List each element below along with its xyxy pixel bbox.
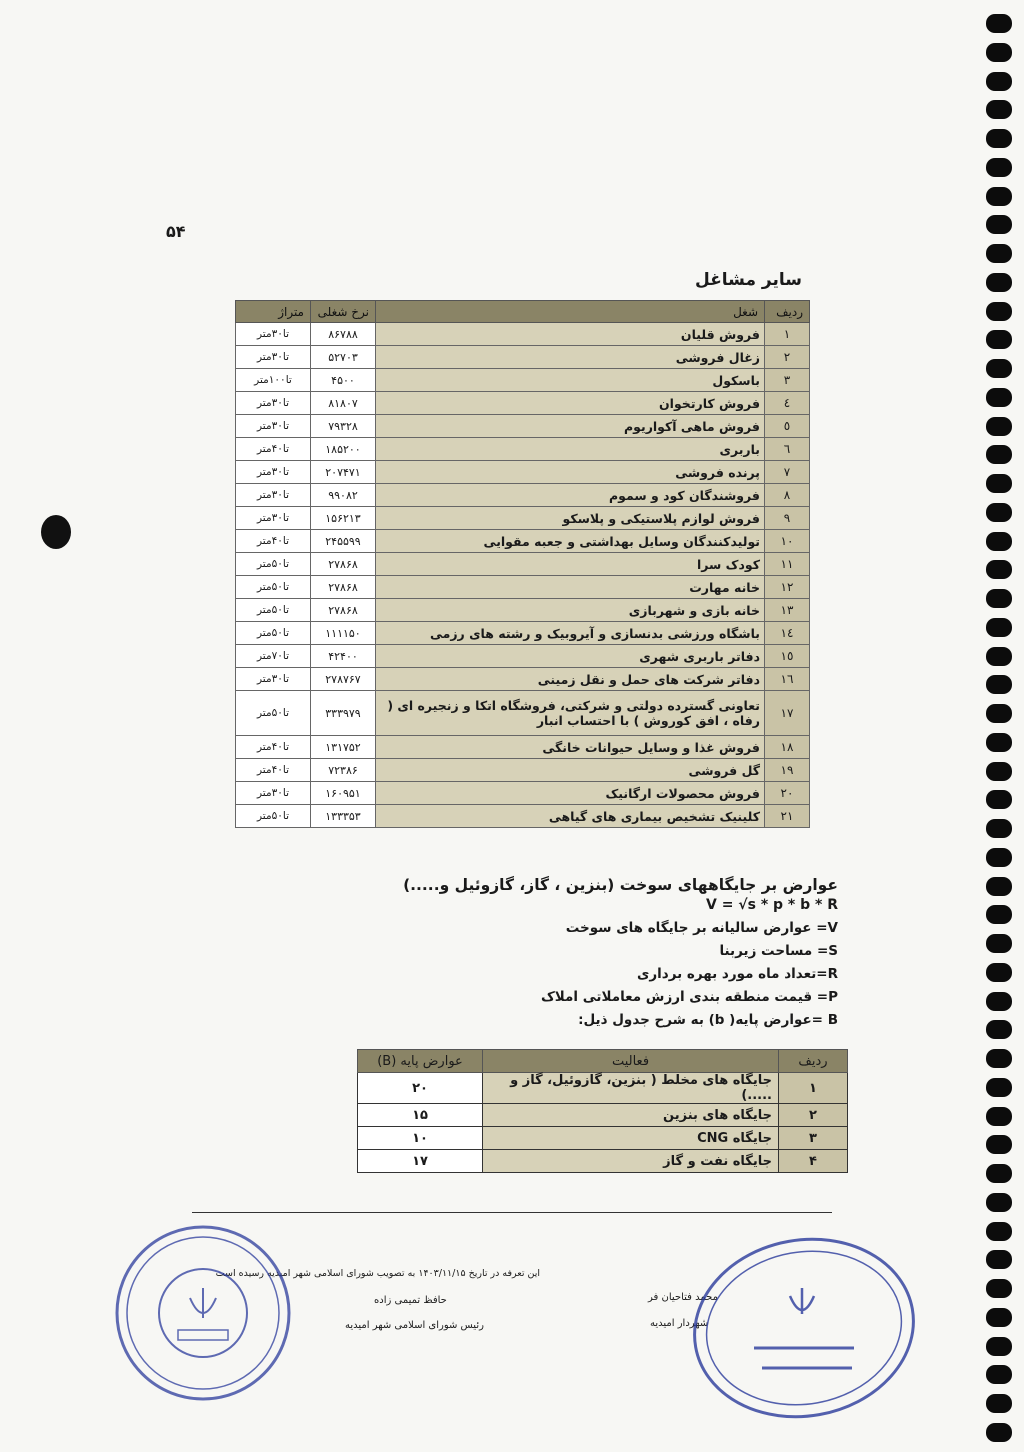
row-number: ۱ [779, 1073, 848, 1104]
definition-s: S= مساحت زیربنا [719, 943, 838, 959]
job-area: تا۵۰متر [236, 805, 311, 828]
table-row [236, 530, 810, 553]
job-area: تا۳۰متر [236, 346, 311, 369]
job-name: باشگاه ورزشی بدنسازی و آیروبیک و رشته های رزمی [376, 622, 765, 645]
header-row: ردیف [765, 301, 810, 323]
job-area: تا۵۰متر [236, 599, 311, 622]
definition-b: B =عوارض پایه( b) به شرح جدول ذیل: [578, 1012, 838, 1028]
definition-v: V= عوارض سالیانه بر جایگاه های سوخت [565, 920, 838, 936]
page-number: ۵۴ [166, 222, 186, 241]
binding-hole [986, 704, 1012, 723]
binding-hole [986, 129, 1012, 148]
job-area: تا۴۰متر [236, 759, 311, 782]
binding-hole [986, 905, 1012, 924]
row-number: ١٦ [765, 668, 810, 691]
row-number: ۲ [765, 346, 810, 369]
binding-hole [986, 1365, 1012, 1384]
row-number: ۴ [779, 1150, 848, 1173]
spiral-binding [982, 14, 1016, 1452]
binding-hole [986, 273, 1012, 292]
binding-hole [986, 244, 1012, 263]
job-name: تعاونی گسترده دولتی و شرکتی، فروشگاه اتکا و زنجیره ای ( رفاه ، افق کوروش ) با احتساب انبار [376, 691, 765, 736]
binding-hole [986, 877, 1012, 896]
binding-hole [986, 359, 1012, 378]
council-stamp [108, 1218, 298, 1408]
municipality-stamp [684, 1228, 924, 1428]
binding-hole [986, 330, 1012, 349]
row-number: ۱۹ [765, 759, 810, 782]
header-rate: نرخ شغلی [311, 301, 376, 323]
binding-hole [986, 100, 1012, 119]
binding-hole [986, 532, 1012, 551]
job-rate: ۴۵۰۰ [311, 369, 376, 392]
table-row [236, 392, 810, 415]
binding-hole [986, 675, 1012, 694]
job-area: تا۴۰متر [236, 736, 311, 759]
table-row [236, 438, 810, 461]
binding-hole [986, 1135, 1012, 1154]
row-number: ۱۱ [765, 553, 810, 576]
activity-name: جایگاه CNG [483, 1127, 779, 1150]
base-table-header [358, 1050, 848, 1073]
binding-hole [986, 560, 1012, 579]
fuel-title: عوارض بر جایگاههای سوخت (بنزین ، گاز، گازوئیل و.....) [403, 876, 838, 894]
binding-hole [986, 72, 1012, 91]
job-name: فروش غذا و وسایل حیوانات خانگی [376, 736, 765, 759]
row-number: ٥ [765, 415, 810, 438]
binding-hole [986, 1078, 1012, 1097]
job-name: فروش کارتخوان [376, 392, 765, 415]
base-header-activity: فعالیت [483, 1050, 779, 1073]
row-number: ۹ [765, 507, 810, 530]
row-number: ۲ [779, 1104, 848, 1127]
job-name: کودک سرا [376, 553, 765, 576]
row-number: ۱۳ [765, 599, 810, 622]
table-row [236, 553, 810, 576]
job-rate: ۵۲۷۰۳ [311, 346, 376, 369]
fuel-formula: V = √s * p * b * R [705, 897, 838, 913]
table-row [358, 1104, 848, 1127]
approval-note: این تعرفه در تاریخ ۱۴۰۳/۱۱/۱۵ به تصویب شورای اسلامی شهر امیدیه رسیده است [215, 1268, 540, 1279]
job-rate: ۴۲۴۰۰ [311, 645, 376, 668]
job-area: تا۵۰متر [236, 576, 311, 599]
job-area: تا۴۰متر [236, 530, 311, 553]
table-row [358, 1127, 848, 1150]
row-number: ۸ [765, 484, 810, 507]
binding-hole [986, 618, 1012, 637]
fuel-section [378, 876, 838, 1032]
binding-hole [986, 1193, 1012, 1212]
row-number: ۱ [765, 323, 810, 346]
job-area: تا۳۰متر [236, 415, 311, 438]
binding-hole [986, 417, 1012, 436]
job-rate: ۲۷۸۶۸ [311, 599, 376, 622]
job-area: تا۳۰متر [236, 507, 311, 530]
binding-hole [986, 1020, 1012, 1039]
binding-hole [986, 762, 1012, 781]
table-row [236, 622, 810, 645]
row-number: ۲۱ [765, 805, 810, 828]
binding-hole [986, 934, 1012, 953]
table-row [236, 484, 810, 507]
binding-hole [986, 445, 1012, 464]
job-rate: ۳۳۳۹۷۹ [311, 691, 376, 736]
job-name: فروش محصولات ارگانیک [376, 782, 765, 805]
binding-hole [986, 589, 1012, 608]
binding-hole [986, 1250, 1012, 1269]
job-area: تا۳۰متر [236, 782, 311, 805]
table-row [358, 1150, 848, 1173]
job-rate: ۲۷۸۷۶۷ [311, 668, 376, 691]
base-value: ۱۷ [358, 1150, 483, 1173]
binding-hole [986, 215, 1012, 234]
binding-hole [986, 1423, 1012, 1442]
job-rate: ۲۰۷۴۷۱ [311, 461, 376, 484]
row-number: ۷ [765, 461, 810, 484]
binding-hole [986, 1107, 1012, 1126]
job-rate: ۷۹۳۲۸ [311, 415, 376, 438]
footer-divider [192, 1212, 832, 1213]
job-area: تا۵۰متر [236, 622, 311, 645]
job-rate: ۲۴۵۵۹۹ [311, 530, 376, 553]
job-name: فروش لوازم پلاستیکی و پلاسکو [376, 507, 765, 530]
table-row [236, 323, 810, 346]
job-area: تا۵۰متر [236, 553, 311, 576]
table-row [236, 782, 810, 805]
base-header-value: عوارض پایه (B) [358, 1050, 483, 1073]
binding-hole [986, 1394, 1012, 1413]
row-number: ۳ [779, 1127, 848, 1150]
table-row [236, 805, 810, 828]
job-area: تا۵۰متر [236, 691, 311, 736]
row-number: ١٤ [765, 622, 810, 645]
job-name: خانه بازی و شهربازی [376, 599, 765, 622]
binding-hole [986, 1279, 1012, 1298]
row-number: ٤ [765, 392, 810, 415]
binding-hole [986, 1049, 1012, 1068]
binding-hole [986, 14, 1012, 33]
row-number: ۲۰ [765, 782, 810, 805]
job-area: تا۳۰متر [236, 461, 311, 484]
job-rate: ۱۶۰۹۵۱ [311, 782, 376, 805]
section-title: سایر مشاغل [695, 270, 802, 290]
job-name: دفاتر باربری شهری [376, 645, 765, 668]
definition-p: P= قیمت منطقه بندی ارزش معاملاتی املاک [540, 989, 838, 1005]
job-name: تولیدکنندگان وسایل بهداشتی و جعبه مقوایی [376, 530, 765, 553]
row-number: ۱۲ [765, 576, 810, 599]
binding-hole [986, 790, 1012, 809]
table-row [236, 369, 810, 392]
job-rate: ۱۳۳۳۵۳ [311, 805, 376, 828]
jobs-table-header [236, 301, 810, 323]
mayor-title: شهردار امیدیه [650, 1318, 709, 1329]
job-name: کلینیک تشخیص بیماری های گیاهی [376, 805, 765, 828]
binding-hole [986, 503, 1012, 522]
binding-hole [986, 1308, 1012, 1327]
job-area: تا۴۰متر [236, 438, 311, 461]
job-area: تا۳۰متر [236, 668, 311, 691]
table-row [236, 599, 810, 622]
header-job: شغل [376, 301, 765, 323]
table-row [236, 461, 810, 484]
jobs-table [235, 300, 810, 828]
binding-hole [986, 1164, 1012, 1183]
table-row [236, 759, 810, 782]
job-name: فروش ماهی آکواریوم [376, 415, 765, 438]
binding-hole [986, 733, 1012, 752]
table-row [236, 415, 810, 438]
job-area: تا۳۰متر [236, 392, 311, 415]
table-row [236, 576, 810, 599]
activity-name: جایگاه های مخلط ( بنزین، گازوئیل، گاز و .....) [483, 1073, 779, 1104]
mayor-name: محمد فتاحیان فر [648, 1292, 718, 1303]
binding-hole [986, 963, 1012, 982]
binding-hole [986, 1222, 1012, 1241]
council-head-name: حافظ تمیمی زاده [374, 1295, 447, 1306]
job-name: دفاتر شرکت های حمل و نقل زمینی [376, 668, 765, 691]
job-rate: ۲۷۸۶۸ [311, 576, 376, 599]
job-name: فروشندگان کود و سموم [376, 484, 765, 507]
job-rate: ۱۱۱۱۵۰ [311, 622, 376, 645]
job-rate: ۱۸۵۲۰۰ [311, 438, 376, 461]
binding-hole [986, 43, 1012, 62]
table-row [236, 507, 810, 530]
binding-hole [986, 819, 1012, 838]
table-row [236, 668, 810, 691]
job-area: تا۳۰متر [236, 323, 311, 346]
base-value: ۱۵ [358, 1104, 483, 1127]
definition-r: R=تعداد ماه مورد بهره برداری [637, 966, 838, 982]
table-row [236, 691, 810, 736]
job-name: باربری [376, 438, 765, 461]
job-name: باسکول [376, 369, 765, 392]
job-area: تا۷۰متر [236, 645, 311, 668]
binding-hole [986, 388, 1012, 407]
job-name: فروش قلیان [376, 323, 765, 346]
base-header-row: ردیف [779, 1050, 848, 1073]
header-area: متراژ [236, 301, 311, 323]
job-rate: ۱۵۶۲۱۳ [311, 507, 376, 530]
binding-hole [986, 992, 1012, 1011]
table-row [236, 645, 810, 668]
job-name: خانه مهارت [376, 576, 765, 599]
row-number: ٦ [765, 438, 810, 461]
council-head-title: رئیس شورای اسلامی شهر امیدیه [345, 1320, 484, 1331]
activity-name: جایگاه نفت و گاز [483, 1150, 779, 1173]
table-row [358, 1073, 848, 1104]
binding-hole [986, 158, 1012, 177]
table-row [236, 346, 810, 369]
binding-hole [986, 647, 1012, 666]
punch-hole [41, 515, 71, 549]
row-number: ۱۸ [765, 736, 810, 759]
row-number: ١٧ [765, 691, 810, 736]
job-area: تا۳۰متر [236, 484, 311, 507]
job-rate: ۷۲۳۸۶ [311, 759, 376, 782]
binding-hole [986, 848, 1012, 867]
binding-hole [986, 474, 1012, 493]
binding-hole [986, 1337, 1012, 1356]
row-number: ١٥ [765, 645, 810, 668]
job-name: زغال فروشی [376, 346, 765, 369]
job-rate: ۸۶۷۸۸ [311, 323, 376, 346]
job-rate: ۲۷۸۶۸ [311, 553, 376, 576]
binding-hole [986, 302, 1012, 321]
base-value: ۱۰ [358, 1127, 483, 1150]
row-number: ۳ [765, 369, 810, 392]
job-name: پرنده فروشی [376, 461, 765, 484]
job-name: گل فروشی [376, 759, 765, 782]
table-row [236, 736, 810, 759]
binding-hole [986, 187, 1012, 206]
activity-name: جایگاه های بنزین [483, 1104, 779, 1127]
job-area: تا۱۰۰متر [236, 369, 311, 392]
job-rate: ۹۹۰۸۲ [311, 484, 376, 507]
job-rate: ۱۳۱۷۵۲ [311, 736, 376, 759]
job-rate: ۸۱۸۰۷ [311, 392, 376, 415]
base-fee-table [357, 1049, 848, 1173]
base-value: ۲۰ [358, 1073, 483, 1104]
row-number: ۱۰ [765, 530, 810, 553]
